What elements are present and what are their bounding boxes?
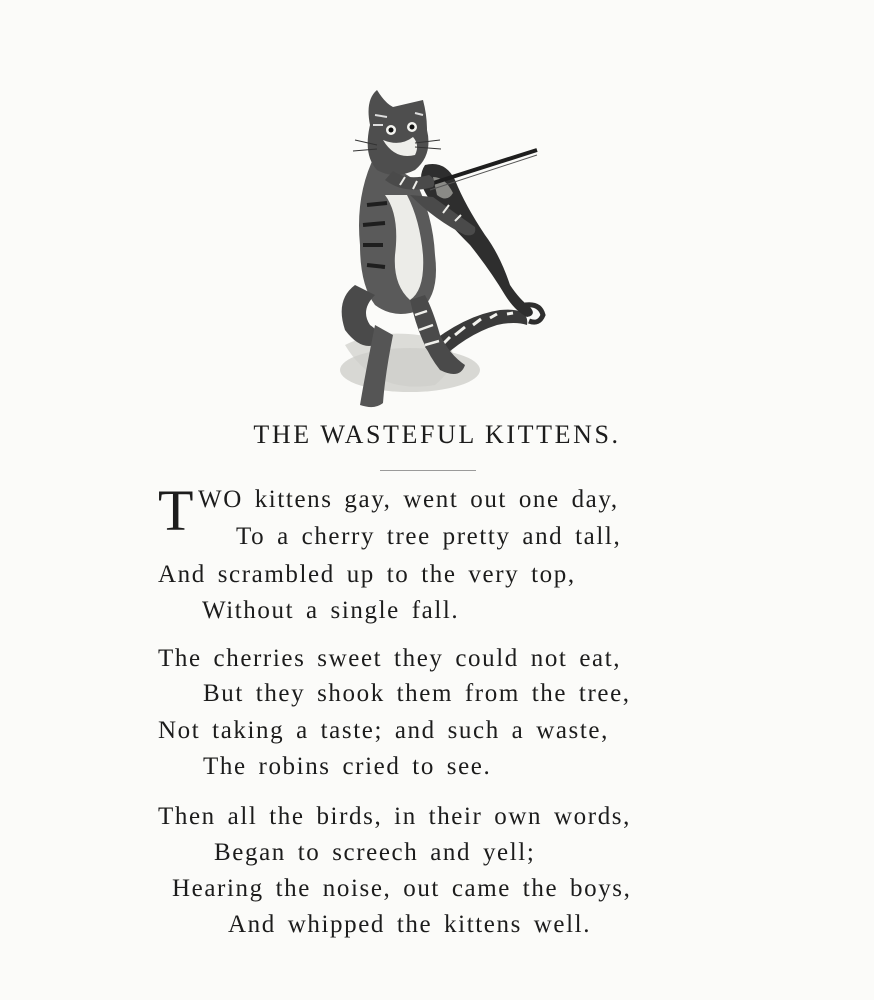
- poem-line: Then all the birds, in their own words,: [158, 803, 631, 830]
- poem-line: Began to screech and yell;: [214, 839, 536, 866]
- poem-line: The robins cried to see.: [203, 753, 492, 780]
- poem-line: Not taking a taste; and such a waste,: [158, 717, 609, 744]
- poem-line: And scrambled up to the very top,: [158, 561, 576, 588]
- poem-line: Without a single fall.: [202, 597, 460, 624]
- poem-line: And whipped the kittens well.: [228, 911, 592, 938]
- poem-line: Hearing the noise, out came the boys,: [172, 875, 632, 902]
- poem-line: But they shook them from the tree,: [203, 680, 631, 707]
- poem-line: WO kittens gay, went out one day,: [198, 486, 619, 513]
- poem-line: The cherries sweet they could not eat,: [158, 645, 622, 672]
- poem-line: To a cherry tree pretty and tall,: [236, 523, 622, 550]
- poem-title: THE WASTEFUL KITTENS.: [253, 420, 621, 449]
- drop-cap: T: [158, 478, 194, 543]
